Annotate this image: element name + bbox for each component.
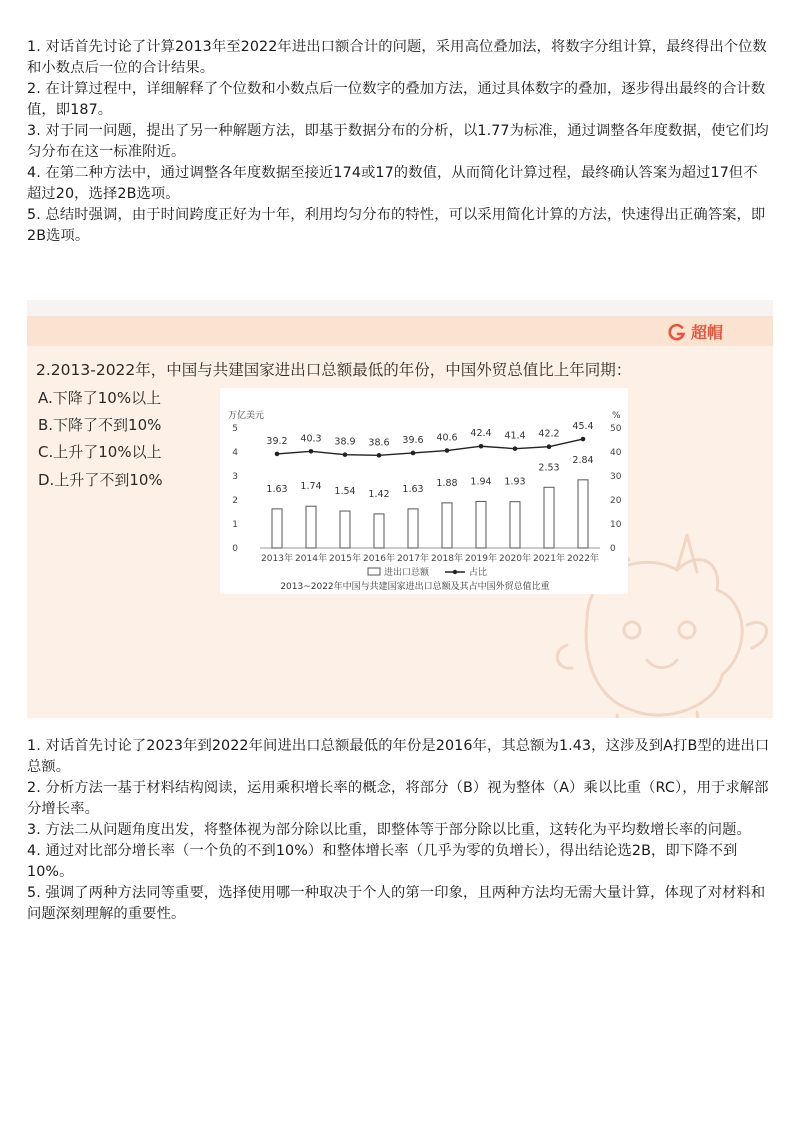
line-point xyxy=(547,444,552,449)
line-data-label: 42.4 xyxy=(470,428,492,440)
summary-top-item: 2. 在计算过程中，详细解释了个位数和小数点后一位数字的叠加方法，通过具体数字的叠加，逐步得出最终的合计数值，即187。 xyxy=(27,81,766,118)
right-tick-label: 30 xyxy=(610,472,622,482)
bar xyxy=(374,514,384,548)
card-header-band xyxy=(27,316,773,346)
bar-data-label: 2.53 xyxy=(538,462,560,474)
left-axis-unit: 万亿美元 xyxy=(228,411,265,421)
summary-bottom-item: 4. 通过对比部分增长率（一个负的不到10%）和整体增长率（几乎为零的负增长），得出结论选2B，即下降不到10%。 xyxy=(27,843,738,880)
line-data-label: 38.9 xyxy=(334,436,356,448)
legend-line-label: 占比 xyxy=(469,568,488,578)
bar xyxy=(544,487,554,548)
question-card xyxy=(27,300,773,718)
bar-data-label: 1.63 xyxy=(266,483,288,495)
x-tick-label: 2017年 xyxy=(397,554,429,564)
summary-bottom xyxy=(27,736,772,925)
line-point xyxy=(445,448,450,453)
line-point xyxy=(309,449,314,454)
x-axis-ticks xyxy=(261,552,599,564)
bar xyxy=(510,502,520,548)
option-a: A.下降了10%以上 xyxy=(38,389,162,407)
line-point xyxy=(581,437,586,442)
x-tick-label: 2022年 xyxy=(567,554,599,564)
legend-line-marker xyxy=(453,570,457,574)
line-data-label: 39.2 xyxy=(266,435,288,447)
line-data-labels xyxy=(266,421,593,448)
right-axis-unit: % xyxy=(612,411,621,421)
bar-data-label: 1.42 xyxy=(368,488,390,500)
x-tick-label: 2021年 xyxy=(533,554,565,564)
summary-bottom-item: 3. 方法二从问题角度出发，将整体视为部分除以比重，即整体等于部分除以比重，这转化为平均数增长率的问题。 xyxy=(27,822,751,838)
option-d: D.上升了不到10% xyxy=(38,471,163,489)
chart-caption: 2013~2022年中国与共建国家进出口总额及其占中国外贸总值比重 xyxy=(280,582,550,592)
chart-panel xyxy=(220,388,628,594)
line-data-label: 38.6 xyxy=(368,437,390,449)
right-axis xyxy=(610,411,622,554)
bar xyxy=(578,480,588,548)
line-data-label: 41.4 xyxy=(504,430,526,442)
bar-line-chart xyxy=(220,388,628,594)
right-tick-label: 20 xyxy=(610,496,622,506)
bar xyxy=(272,509,282,548)
line-data-label: 45.4 xyxy=(572,421,594,433)
summary-bottom-item: 2. 分析方法一基于材料结构阅读，运用乘积增长率的概念，将部分（B）视为整体（A）乘以比重（RC），用于求解部分增长率。 xyxy=(27,780,769,817)
bar-data-label: 1.94 xyxy=(470,476,492,488)
bar xyxy=(306,506,316,548)
bar xyxy=(340,511,350,548)
bar-data-label: 1.74 xyxy=(300,481,322,493)
bar xyxy=(476,501,486,548)
bar-data-label: 1.54 xyxy=(334,486,356,498)
x-tick-label: 2016年 xyxy=(363,554,395,564)
summary-top-item: 3. 对于同一问题，提出了另一种解题方法，即基于数据分布的分析，以1.77为标准，通过调整各年度数据，使它们均匀分布在这一标准附近。 xyxy=(27,123,769,160)
bar-data-label: 1.93 xyxy=(504,476,526,488)
option-b: B.下降了不到10% xyxy=(38,416,162,434)
x-tick-label: 2019年 xyxy=(465,554,497,564)
right-tick-label: 50 xyxy=(610,424,622,434)
line-point xyxy=(411,451,416,456)
line-point xyxy=(513,446,518,451)
x-tick-label: 2015年 xyxy=(329,554,361,564)
legend-bar-swatch xyxy=(368,568,380,575)
legend xyxy=(368,566,487,578)
option-c: C.上升了10%以上 xyxy=(38,443,162,461)
bar-data-label: 2.84 xyxy=(572,454,594,466)
brand-logo-icon xyxy=(668,323,686,341)
line-point xyxy=(275,452,280,457)
x-tick-label: 2020年 xyxy=(499,554,531,564)
line-point xyxy=(343,452,348,457)
left-tick-label: 4 xyxy=(232,448,238,458)
legend-bar-label: 进出口总额 xyxy=(384,568,430,578)
left-tick-label: 2 xyxy=(232,496,238,506)
x-tick-label: 2018年 xyxy=(431,554,463,564)
brand xyxy=(668,320,723,343)
brand-name: 超帽 xyxy=(690,323,723,342)
right-tick-label: 40 xyxy=(610,448,622,458)
summary-bottom-item: 1. 对话首先讨论了2023年到2022年间进出口总额最低的年份是2016年，其总额为1.43，这涉及到A打B型的进出口总额。 xyxy=(27,738,770,775)
card-top-bar xyxy=(27,300,773,316)
line-data-label: 40.3 xyxy=(300,433,322,445)
bar-data-label: 1.88 xyxy=(436,477,458,489)
bar xyxy=(408,509,418,548)
left-tick-label: 0 xyxy=(232,544,238,554)
summary-top-item: 5. 总结时强调，由于时间跨度正好为十年，利用均匀分布的特性，可以采用简化计算的方法，快速得出正确答案，即2B选项。 xyxy=(27,207,766,244)
left-tick-label: 5 xyxy=(232,424,238,434)
line-data-label: 40.6 xyxy=(436,432,458,444)
left-tick-label: 3 xyxy=(232,472,238,482)
summary-bottom-item: 5. 强调了两种方法同等重要，选择使用哪一种取决于个人的第一印象，且两种方法均无需大量计算，体现了对材料和问题深刻理解的重要性。 xyxy=(27,885,766,922)
x-tick-label: 2013年 xyxy=(261,554,293,564)
right-tick-label: 0 xyxy=(610,544,616,554)
left-tick-label: 1 xyxy=(232,520,238,530)
bar xyxy=(442,503,452,548)
bar-data-label: 1.63 xyxy=(402,483,424,495)
line-data-label: 39.6 xyxy=(402,434,424,446)
summary-top-item: 1. 对话首先讨论了计算2013年至2022年进出口额合计的问题，采用高位叠加法，将数字分组计算，最终得出个位数和小数点后一位的合计结果。 xyxy=(27,39,767,76)
question-text: 2.2013-2022年，中国与共建国家进出口总额最低的年份，中国外贸总值比上年同期： xyxy=(36,361,632,379)
right-tick-label: 10 xyxy=(610,520,622,530)
summary-top-item: 4. 在第二种方法中，通过调整各年度数据至接近174或17的数值，从而简化计算过程，最终确认答案为超过17但不超过20，选择2B选项。 xyxy=(27,165,758,202)
summary-top xyxy=(27,37,772,247)
x-tick-label: 2014年 xyxy=(295,554,327,564)
line-point xyxy=(479,444,484,449)
line-point xyxy=(377,453,382,458)
line-data-label: 42.2 xyxy=(538,428,560,440)
